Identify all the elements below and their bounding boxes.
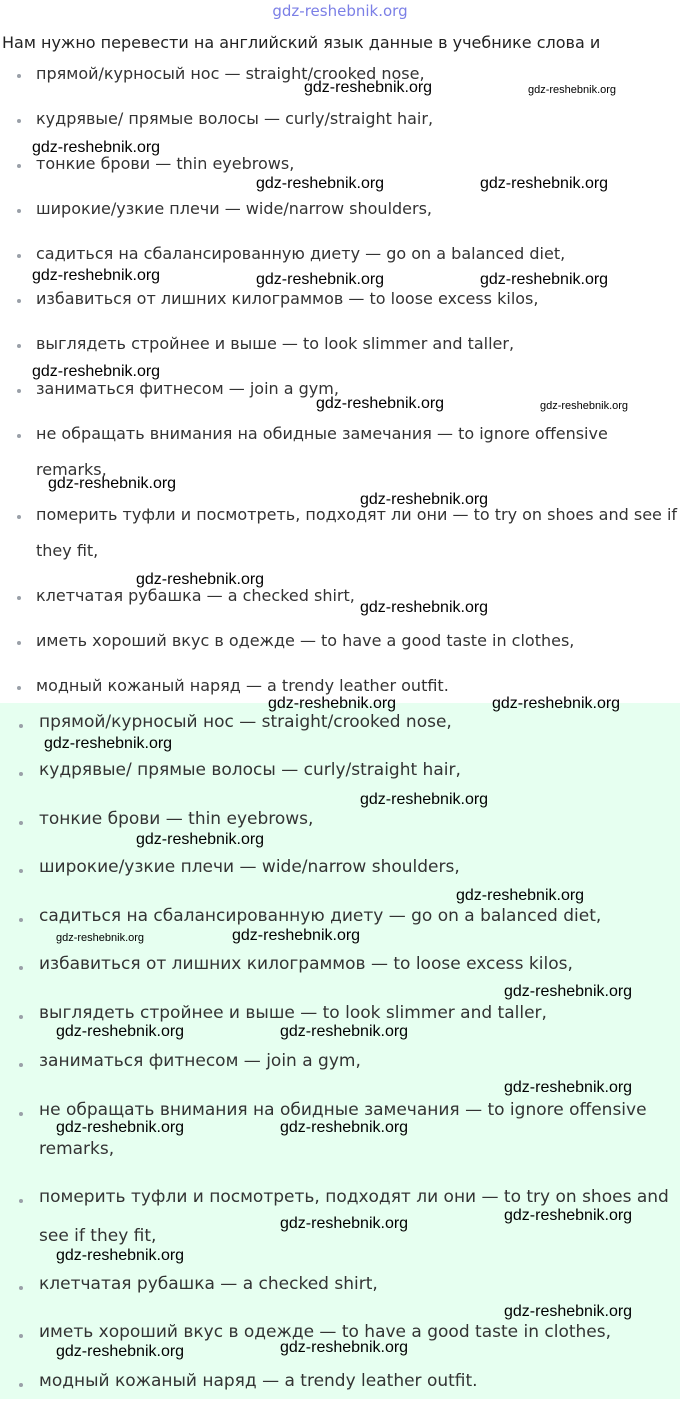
bullet-icon — [17, 209, 21, 213]
bullet-icon — [19, 1199, 23, 1203]
bullet-icon — [19, 1334, 23, 1338]
watermark: gdz-reshebnik.org — [32, 267, 161, 284]
watermark: gdz-reshebnik.org — [280, 1119, 409, 1136]
watermark: gdz-reshebnik.org — [280, 1215, 409, 1232]
bullet-icon — [17, 686, 21, 690]
watermark: gdz-reshebnik.org — [492, 695, 621, 712]
watermark: gdz-reshebnik.org — [136, 571, 265, 588]
watermark: gdz-reshebnik.org — [480, 271, 609, 288]
watermark: gdz-reshebnik.org — [232, 927, 361, 944]
watermark: gdz-reshebnik.org — [44, 735, 173, 752]
watermark: gdz-reshebnik.org — [32, 363, 161, 380]
watermark: gdz-reshebnik.org — [256, 271, 385, 288]
bullet-icon — [17, 389, 21, 393]
bullet-icon — [19, 821, 23, 825]
bullet-icon — [17, 164, 21, 168]
watermark: gdz-reshebnik.org — [504, 1303, 633, 1320]
watermark: gdz-reshebnik.org — [280, 1339, 409, 1356]
bullet-icon — [19, 1015, 23, 1019]
site-header-link[interactable]: gdz-reshebnik.org — [272, 2, 408, 20]
bullet-icon — [17, 254, 21, 258]
watermark: gdz-reshebnik.org — [480, 175, 609, 192]
bullet-icon — [19, 772, 23, 776]
bullet-icon — [19, 869, 23, 873]
bullet-icon — [17, 299, 21, 303]
watermark: gdz-reshebnik.org — [48, 475, 177, 492]
watermark: gdz-reshebnik.org — [256, 175, 385, 192]
watermark: gdz-reshebnik.org — [456, 887, 585, 904]
watermark: gdz-reshebnik.org — [268, 695, 397, 712]
watermark: gdz-reshebnik.org — [504, 1207, 633, 1224]
watermark: gdz-reshebnik.org — [56, 1247, 185, 1264]
watermark: gdz-reshebnik.org — [504, 1079, 633, 1096]
watermark: gdz-reshebnik.org — [316, 395, 445, 412]
watermark: gdz-reshebnik.org — [360, 791, 489, 808]
bullet-icon — [19, 1383, 23, 1387]
watermark: gdz-reshebnik.org — [56, 1343, 185, 1360]
bullet-icon — [19, 1286, 23, 1290]
watermark: gdz-reshebnik.org — [540, 400, 629, 412]
watermark: gdz-reshebnik.org — [304, 79, 433, 96]
watermark: gdz-reshebnik.org — [32, 139, 161, 156]
bullet-icon — [17, 515, 21, 519]
watermark: gdz-reshebnik.org — [280, 1023, 409, 1040]
watermark: gdz-reshebnik.org — [360, 491, 489, 508]
bullet-icon — [17, 596, 21, 600]
bullet-icon — [17, 344, 21, 348]
watermark: gdz-reshebnik.org — [360, 599, 489, 616]
intro-text: Нам нужно перевести на английский язык данные в учебнике слова и — [2, 33, 601, 52]
bullet-icon — [19, 1063, 23, 1067]
watermark: gdz-reshebnik.org — [136, 831, 265, 848]
bullet-icon — [19, 918, 23, 922]
bullet-icon — [19, 1112, 23, 1116]
bullet-icon — [19, 724, 23, 728]
bullet-icon — [17, 434, 21, 438]
watermark: gdz-reshebnik.org — [56, 932, 145, 944]
watermark: gdz-reshebnik.org — [504, 983, 633, 1000]
watermark: gdz-reshebnik.org — [56, 1023, 185, 1040]
bullet-icon — [19, 966, 23, 970]
watermark: gdz-reshebnik.org — [528, 84, 617, 96]
bullet-icon — [17, 74, 21, 78]
bullet-icon — [17, 641, 21, 645]
bullet-icon — [17, 119, 21, 123]
watermark: gdz-reshebnik.org — [56, 1119, 185, 1136]
